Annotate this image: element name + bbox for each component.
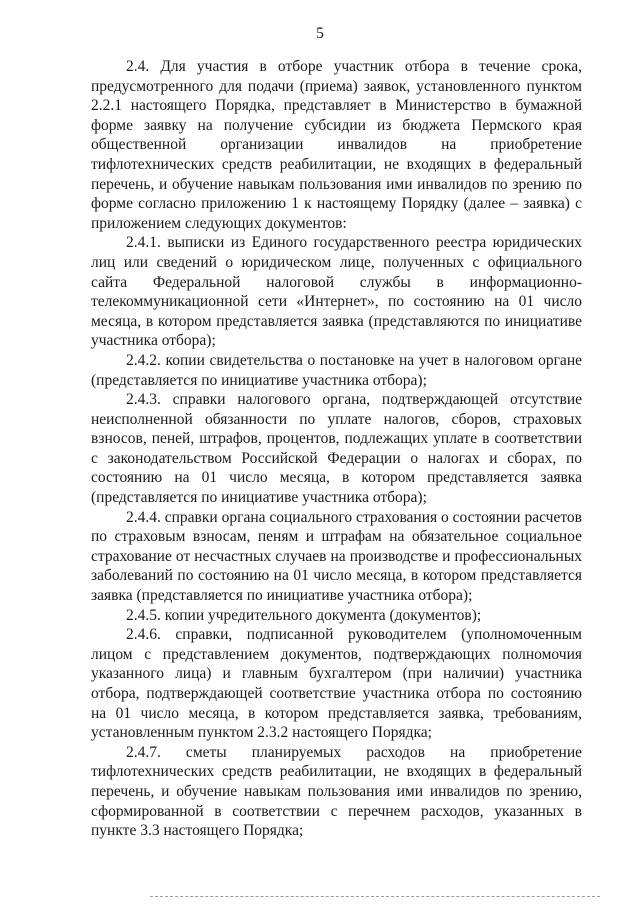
paragraph-2-4-1: 2.4.1. выписки из Единого государственного реестра юридических лиц или сведений о юридическом лице, полученных с официального сайта Федеральной налоговой службы в информационно-телекоммуникационной сети «Интернет», по состоянию на 01 число месяца, в котором представляется заявка (представляются по инициативе участника отбора); <box>91 234 582 350</box>
document-body <box>91 57 582 841</box>
paragraph-2-4-2: 2.4.2. копии свидетельства о постановке на учет в налоговом органе (представляется по инициативе участника отбора); <box>91 351 582 389</box>
paragraph-2-4-5: 2.4.5. копии учредительного документа (документов); <box>126 606 482 624</box>
paragraph-2-4-3: 2.4.3. справки налогового органа, подтверждающей отсутствие неисполненной обязанности по уплате налогов, сборов, страховых взносов, пеней, штрафов, процентов, подлежащих уплате в соответствии с законодательством Российской Федерации о налогах и сборах, по состоянию на 01 число месяца, в котором представляется заявка (представляется по инициативе участника отбора); <box>91 391 582 507</box>
page-number: 5 <box>316 25 324 42</box>
paragraph-2-4: 2.4. Для участия в отборе участник отбора в течение срока, предусмотренного для подачи (приема) заявок, установленного пунктом 2.2.1 настоящего Порядка, представляет в Министерство в бумажной форме заявку на получение субсидии из бюджета Пермского края общественной организации инвалидов на приобретение тифлотехнических средств реабилитации, не входящих в федеральный перечень, и обучение навыкам пользования ими инвалидов по зрению по форме согласно приложению 1 к настоящему Порядку (далее – заявка) с приложением следующих документов: <box>91 58 582 232</box>
paragraph-2-4-6: 2.4.6. справки, подписанной руководителем (уполномоченным лицом с представлением документов, подтверждающих полномочия указанного лица) и главным бухгалтером (при наличии) участника отбора, подтверждающей соответствие участника отбора по состоянию на 01 число месяца, в котором представляется заявка, требованиям, установленным пунктом 2.3.2 настоящего Порядка; <box>91 626 582 742</box>
footer-divider <box>150 896 600 897</box>
paragraph-2-4-7: 2.4.7. сметы планируемых расходов на приобретение тифлотехнических средств реабилитации, не входящих в федеральный перечень, и обучение навыкам пользования ими инвалидов по зрению, сформированной в соответствии с перечнем расходов, указанных в пункте 3.3 настоящего Порядка; <box>91 743 582 840</box>
paragraph-2-4-4: 2.4.4. справки органа социального страхования о состоянии расчетов по страховым взносам, пеням и штрафам на обязательное социальное страхование от несчастных случаев на производстве и профессиональных заболеваний по состоянию на 01 число месяца, в котором представляется заявка (представляется по инициативе участника отбора); <box>91 508 582 605</box>
